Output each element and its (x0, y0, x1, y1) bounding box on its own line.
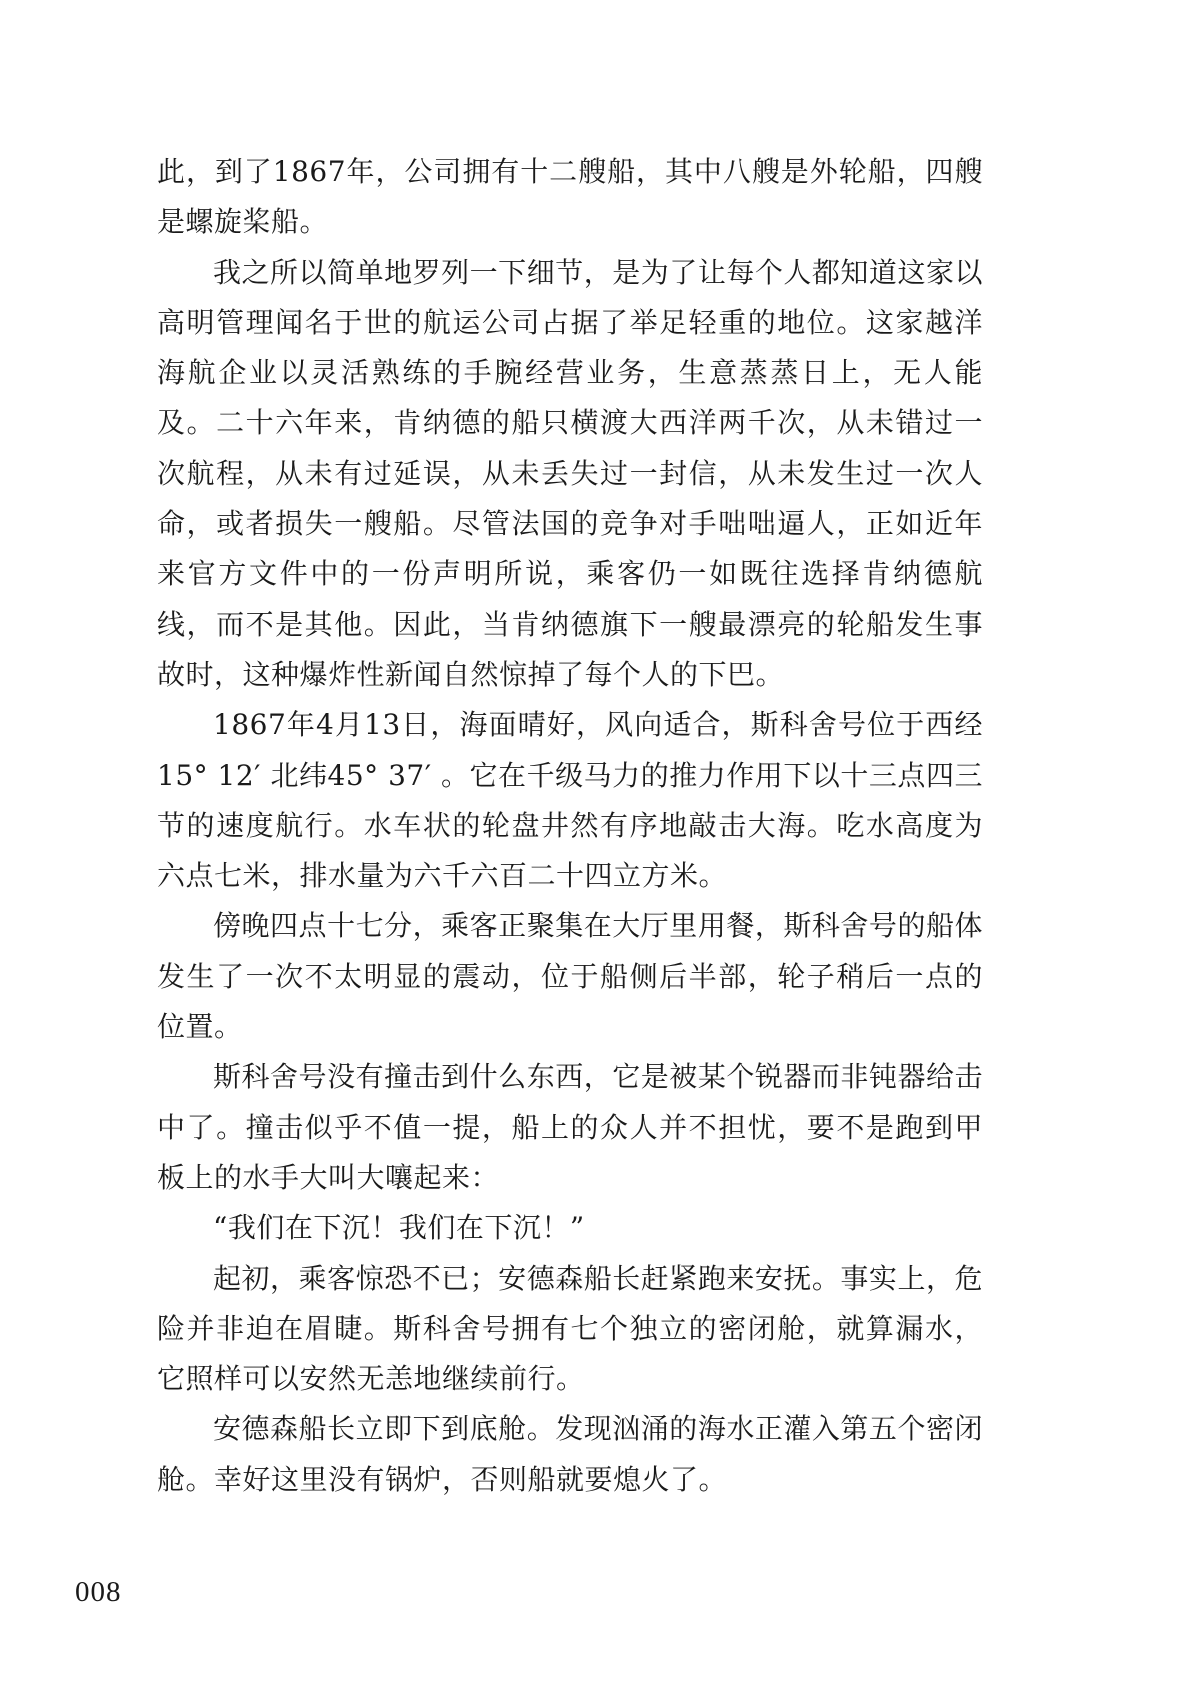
paragraph-sinking-shout: “我们在下沉！我们在下沉！” (213, 1211, 585, 1245)
paragraph-impact: 傍晚四点十七分，乘客正聚集在大厅里用餐，斯科舍号的船体发生了一次不太明显的震动，位于船侧后半部，轮子稍后一点的位置。 (157, 909, 983, 1044)
paragraph-hold-inspection: 安德森船长立即下到底舱。发现汹涌的海水正灌入第五个密闭舱。幸好这里没有锅炉，否则船就要熄火了。 (157, 1412, 983, 1496)
paragraph-sharp-object: 斯科舍号没有撞击到什么东西，它是被某个锐器而非钝器给击中了。撞击似乎不值一提，船上的众人并不担忧，要不是跑到甲板上的水手大叫大嚷起来： (157, 1060, 983, 1194)
paragraph-voyage-details: 1867年4月13日，海面晴好，风向适合，斯科舍号位于西经15° 12′ 北纬45° 37′ 。它在千级马力的推力作用下以十三点四三节的速度航行。水车状的轮盘井然有序地敲击大海。吃水高度为六点七米，排水量为六千六百二十四立方米。 (157, 708, 983, 893)
paragraph-company-record: 我之所以简单地罗列一下细节，是为了让每个人都知道这家以高明管理闻名于世的航运公司占据了举足轻重的地位。这家越洋海航企业以灵活熟练的手腕经营业务，生意蒸蒸日上，无人能及。二十六年来，肯纳德的船只横渡大西洋两千次，从未错过一次航程，从未有过延误，从未丢失过一封信，从未发生过一次人命，或者损失一艘船。尽管法国的竞争对手咄咄逼人，正如近年来官方文件中的一份声明所说，乘客仍一如既往选择肯纳德航线，而不是其他。因此，当肯纳德旗下一艘最漂亮的轮船发生事故时，这种爆炸性新闻自然惊掉了每个人的下巴。 (157, 255, 983, 691)
paragraph-captain-calms: 起初，乘客惊恐不已；安德森船长赶紧跑来安抚。事实上，危险并非迫在眉睫。斯科舍号拥有七个独立的密闭舱，就算漏水，它照样可以安然无恙地继续前行。 (157, 1261, 983, 1396)
paragraph-continued: 此，到了1867年，公司拥有十二艘船，其中八艘是外轮船，四艘是螺旋桨船。 (157, 155, 983, 239)
page-number: 008 (75, 1576, 122, 1608)
body-text (157, 147, 983, 1505)
